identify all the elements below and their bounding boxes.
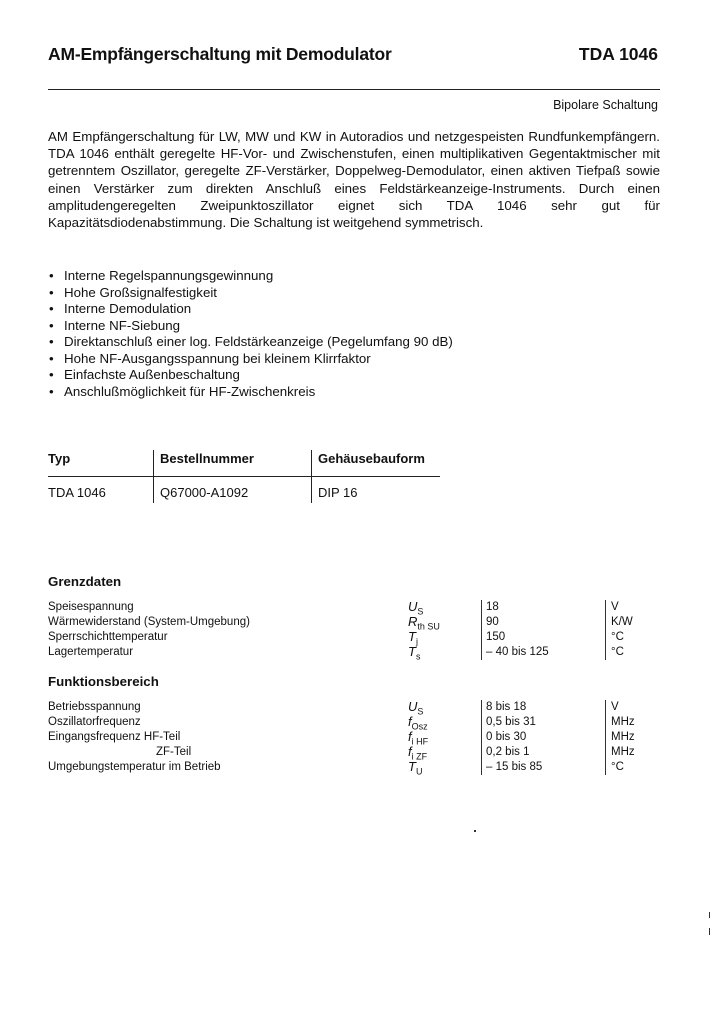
scan-speck <box>709 928 710 935</box>
bullet-icon: • <box>49 350 54 366</box>
section-title-funktionsbereich: Funktionsbereich <box>48 674 159 689</box>
list-item: • Interne Regelspannungsgewinnung <box>49 268 274 283</box>
bullet-icon: • <box>49 317 54 333</box>
scan-speck <box>474 830 476 832</box>
list-item: • Interne Demodulation <box>49 301 192 316</box>
list-item: • Interne NF-Siebung <box>49 317 181 333</box>
list-item: • Einfachste Außenbeschaltung <box>49 367 240 382</box>
bullet-icon: • <box>49 383 54 399</box>
bullet-icon: • <box>49 284 54 300</box>
header-order-number: Bestellnummer <box>160 451 254 466</box>
circuit-type: Bipolare Schaltung <box>553 98 658 112</box>
feature-list <box>48 268 453 400</box>
bullet-icon: • <box>49 367 54 382</box>
table-header-rule <box>48 476 440 477</box>
section-title-grenzdaten: Grenzdaten <box>48 574 122 589</box>
page-title: AM-Empfängerschaltung mit Demodulator <box>48 44 392 64</box>
list-item: • Anschlußmöglichkeit für HF-Zwischenkreis <box>49 383 316 399</box>
bullet-icon: • <box>49 334 54 349</box>
intro-paragraph: AM Empfängerschaltung für LW, MW und KW in Autoradios und netzgespeisten Rundfunkempfängern. TDA 1046 enthält geregelte HF-Vor- und Zwischenstufen, einen multiplikativen Gegentaktmischer mit getrenntem Oszillator, geregelte ZF-Verstärker, Doppelweg-Demodulator, einen aktiven Tiefpaß sowie einen Verstärker zum direkten Anschluß eines Feldstärkeanzeige-Instruments. Durch einen amplitudengeregelten Zweipunktoszillator eignet sich TDA 1046 sehr gut für Kapazitätsdiodenabstimmung. Die Schaltung ist weitgehend symmetrisch. <box>48 129 660 231</box>
header-divider <box>48 89 660 90</box>
list-item: • Direktanschluß einer log. Feldstärkeanzeige (Pegelumfang 90 dB) <box>49 334 453 349</box>
table-col-divider <box>311 450 312 503</box>
list-item: • Hohe Großsignalfestigkeit <box>49 284 217 300</box>
cell-type: TDA 1046 <box>48 485 106 500</box>
scan-speck <box>709 912 710 918</box>
bullet-icon: • <box>49 268 54 283</box>
table-col-divider <box>153 450 154 503</box>
header-type: Typ <box>48 451 71 466</box>
header-package: Gehäusebauform <box>318 451 425 466</box>
cell-order-number: Q67000-A1092 <box>160 485 249 500</box>
chip-name: TDA 1046 <box>578 44 658 64</box>
cell-package: DIP 16 <box>318 485 358 500</box>
list-item: • Hohe NF-Ausgangsspannung bei kleinem Klirrfaktor <box>49 350 371 366</box>
bullet-icon: • <box>49 301 54 316</box>
